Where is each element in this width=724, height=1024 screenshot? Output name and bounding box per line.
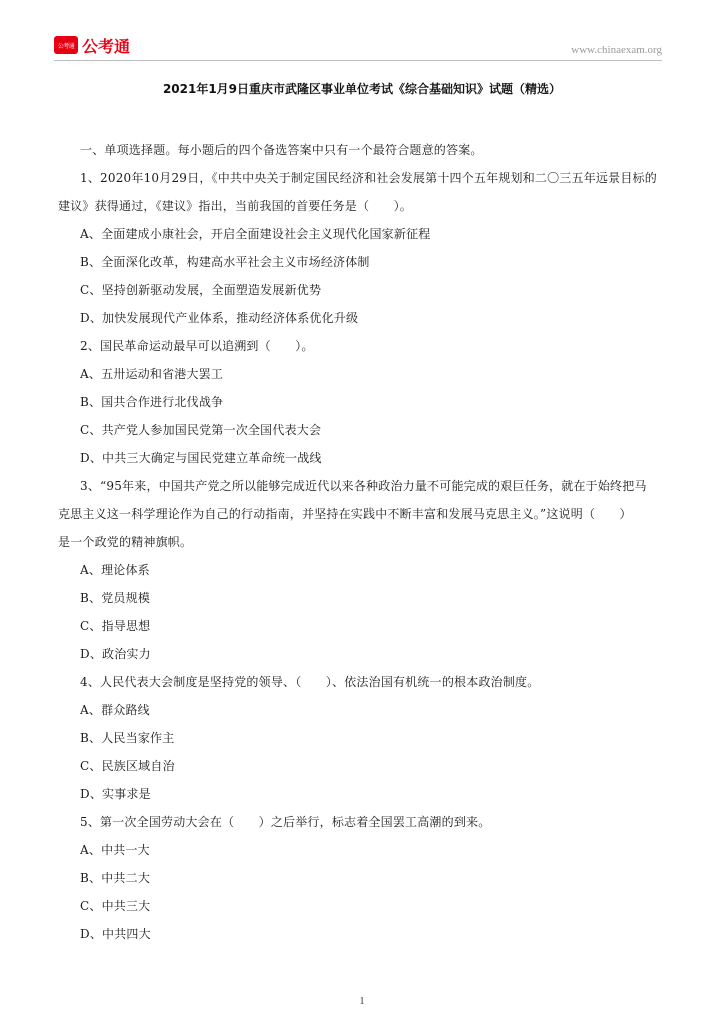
question-1-option-a: A、全面建成小康社会，开启全面建设社会主义现代化国家新征程 [80, 227, 431, 241]
question-2-stem: 2、国民革命运动最早可以追溯到（ ）。 [80, 339, 314, 353]
question-4-option-d: D、实事求是 [80, 787, 151, 801]
question-5-option-b: B、中共二大 [80, 871, 151, 885]
question-1-stem-line-1: 1、2020年10月29日，《中共中央关于制定国民经济和社会发展第十四个五年规划和二〇三五年远景目标的 [80, 171, 657, 185]
question-3-stem-line-1: 3、“95年来，中国共产党之所以能够完成近代以来各种政治力量不可能完成的艰巨任务，就在于始终把马 [80, 479, 647, 493]
question-2-option-c: C、共产党人参加国民党第一次全国代表大会 [80, 423, 322, 437]
question-1-option-b: B、全面深化改革，构建高水平社会主义市场经济体制 [80, 255, 370, 269]
question-1-stem-line-2: 建议》获得通过，《建议》指出，当前我国的首要任务是（ ）。 [58, 199, 413, 213]
question-3-stem-line-2: 克思主义这一科学理论作为自己的行动指南，并坚持在实践中不断丰富和发展马克思主义。”这说明（ ） [58, 507, 632, 521]
document-title: 2021年1月9日重庆市武隆区事业单位考试《综合基础知识》试题（精选） [162, 82, 562, 96]
logo-badge-icon: 公考通 [54, 36, 78, 54]
question-5-option-d: D、中共四大 [80, 927, 151, 941]
question-3-option-a: A、理论体系 [80, 563, 150, 577]
question-4-option-c: C、民族区域自治 [80, 759, 175, 773]
site-url: www.chinaexam.org [571, 44, 662, 56]
question-5-option-c: C、中共三大 [80, 899, 151, 913]
question-5-option-a: A、中共一大 [80, 843, 150, 857]
question-1-option-c: C、坚持创新驱动发展，全面塑造发展新优势 [80, 283, 322, 297]
logo-text: 公考通 [82, 36, 131, 56]
question-2-option-d: D、中共三大确定与国民党建立革命统一战线 [80, 451, 322, 465]
page-number: 1 [359, 996, 365, 1007]
question-3-option-d: D、政治实力 [80, 647, 151, 661]
question-2-option-b: B、国共合作进行北伐战争 [80, 395, 224, 409]
brand-logo [54, 34, 130, 56]
question-4-option-b: B、人民当家作主 [80, 731, 175, 745]
question-3-option-c: C、指导思想 [80, 619, 151, 633]
question-4-option-a: A、群众路线 [80, 703, 150, 717]
page-header [0, 0, 724, 62]
section-heading: 一、单项选择题。每小题后的四个备选答案中只有一个最符合题意的答案。 [80, 143, 483, 157]
question-2-option-a: A、五卅运动和省港大罢工 [80, 367, 224, 381]
document-body [58, 136, 670, 948]
question-5-stem: 5、第一次全国劳动大会在（ ）之后举行，标志着全国罢工高潮的到来。 [80, 815, 491, 829]
question-3-stem-line-3: 是一个政党的精神旗帜。 [58, 535, 193, 549]
question-4-stem: 4、人民代表大会制度是坚持党的领导、（ ）、依法治国有机统一的根本政治制度。 [80, 675, 540, 689]
question-1-option-d: D、加快发展现代产业体系，推动经济体系优化升级 [80, 311, 359, 325]
question-3-option-b: B、党员规模 [80, 591, 151, 605]
header-divider [54, 60, 662, 61]
